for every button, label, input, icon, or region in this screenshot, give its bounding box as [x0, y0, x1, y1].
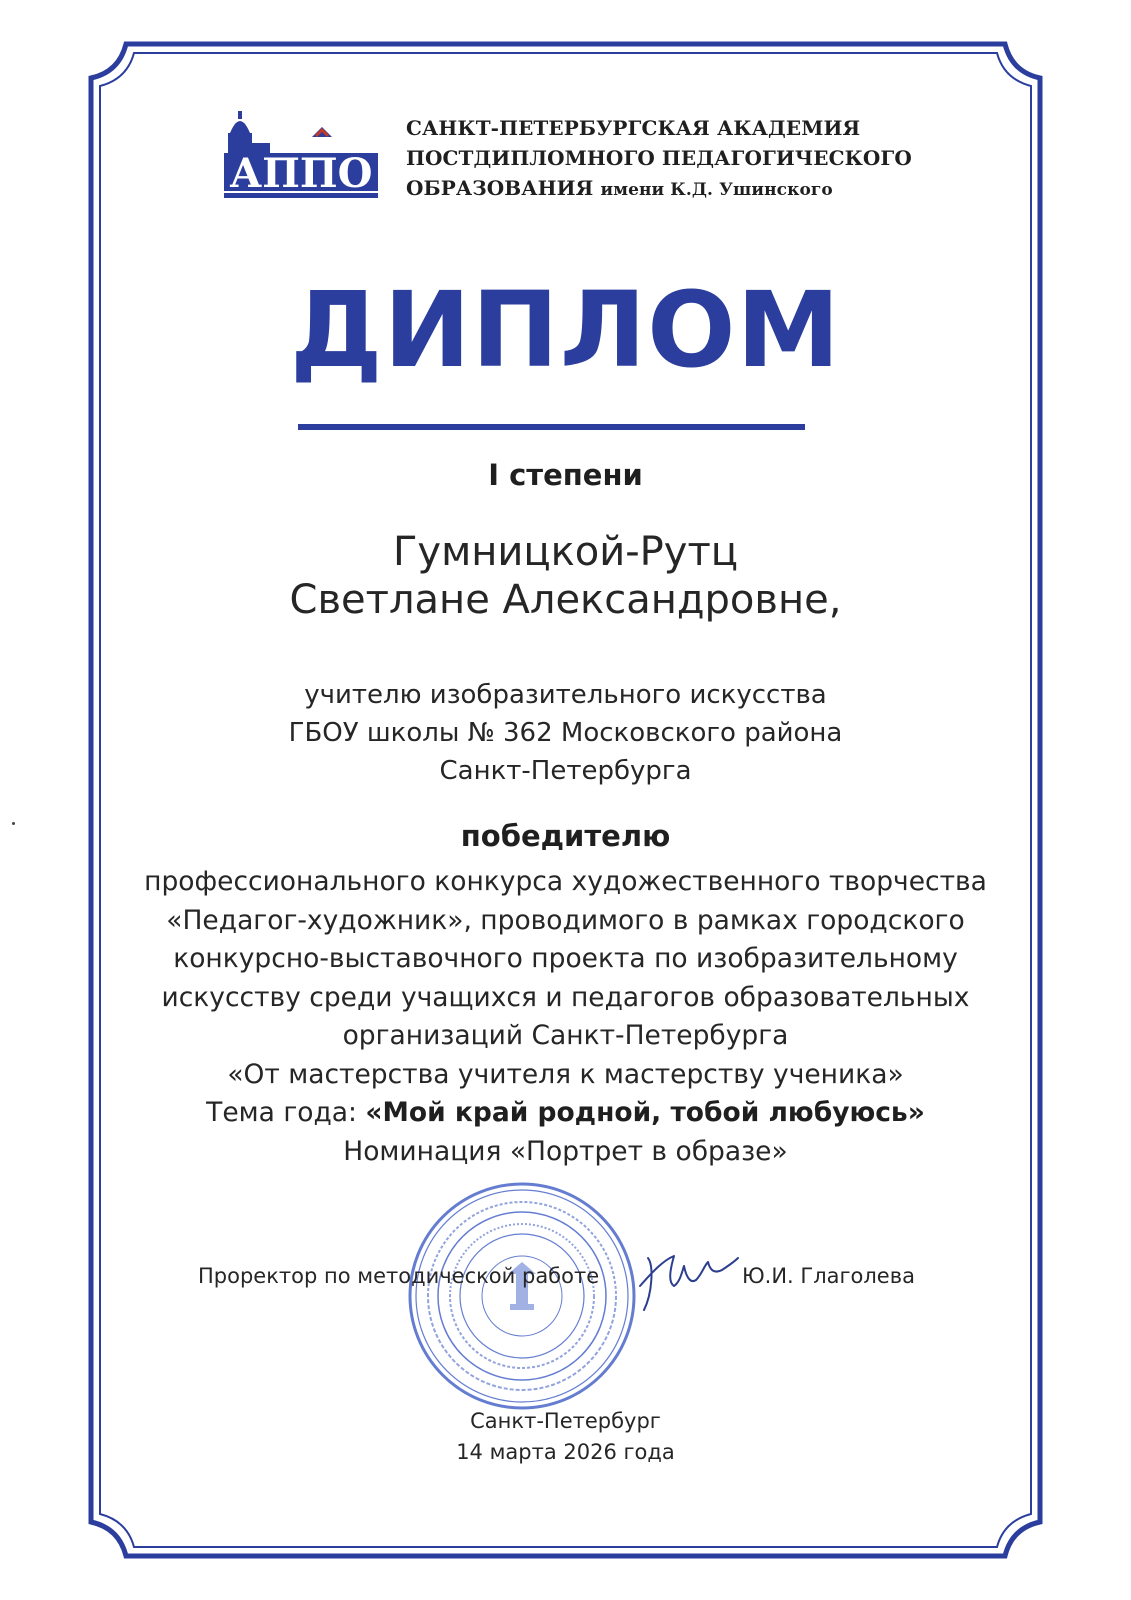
theme-value: «Мой край родной, тобой любуюсь» — [365, 1097, 925, 1128]
theme-label: Тема года: — [206, 1097, 366, 1128]
description-line: «От мастерства учителя к мастерству ученика» — [227, 1058, 904, 1090]
nomination-line: Номинация «Портрет в образе» — [343, 1135, 788, 1167]
handwritten-signature — [630, 1236, 740, 1316]
issue-city: Санкт-Петербург — [470, 1409, 661, 1433]
recipient-given-names: Светлане Александровне, — [289, 577, 842, 623]
issue-date: 14 марта 2026 года — [456, 1440, 675, 1464]
winner-label: победителю — [460, 819, 671, 853]
recipient-surname: Гумницкой-Рутц — [393, 529, 738, 575]
institution-line-1: САНКТ-ПЕТЕРБУРГСКАЯ АКАДЕМИЯ — [406, 116, 861, 140]
signatory-role: Проректор по методической работе — [198, 1264, 600, 1288]
diploma-title: ДИПЛОМ — [290, 269, 841, 391]
degree-label: I степени — [488, 458, 643, 492]
institution-line-2: ПОСТДИПЛОМНОГО ПЕДАГОГИЧЕСКОГО — [406, 146, 912, 170]
appo-logo — [224, 103, 378, 198]
position-line: учителю изобразительного искусства — [304, 680, 827, 710]
position-line: Санкт-Петербурга — [439, 756, 692, 786]
recipient-position — [0, 676, 1131, 790]
signatory-name: Ю.И. Глаголева — [742, 1264, 915, 1288]
institution-name — [406, 113, 912, 205]
description-line: профессионального конкурса художественного творчества — [144, 866, 987, 897]
description-line: конкурсно-выставочного проекта по изобразительному — [173, 943, 958, 974]
issue-info — [0, 1406, 1131, 1468]
institution-line-3 — [406, 173, 912, 205]
logo-lettering: АППО — [229, 150, 373, 197]
official-seal — [404, 1178, 640, 1414]
theme-line — [0, 1094, 1131, 1133]
title-underline — [298, 424, 805, 430]
description-line: «Педагог-художник», проводимого в рамках городского — [166, 904, 965, 936]
award-description — [0, 863, 1131, 1171]
institution-line-3-main: ОБРАЗОВАНИЯ — [406, 176, 594, 200]
recipient-name — [0, 528, 1131, 624]
description-line: искусству среди учащихся и педагогов образовательных — [161, 981, 970, 1013]
position-line: ГБОУ школы № 362 Московского района — [288, 718, 843, 748]
description-line: организаций Санкт-Петербурга — [342, 1020, 789, 1051]
institution-line-3-small: имени К.Д. Ушинского — [600, 180, 833, 200]
